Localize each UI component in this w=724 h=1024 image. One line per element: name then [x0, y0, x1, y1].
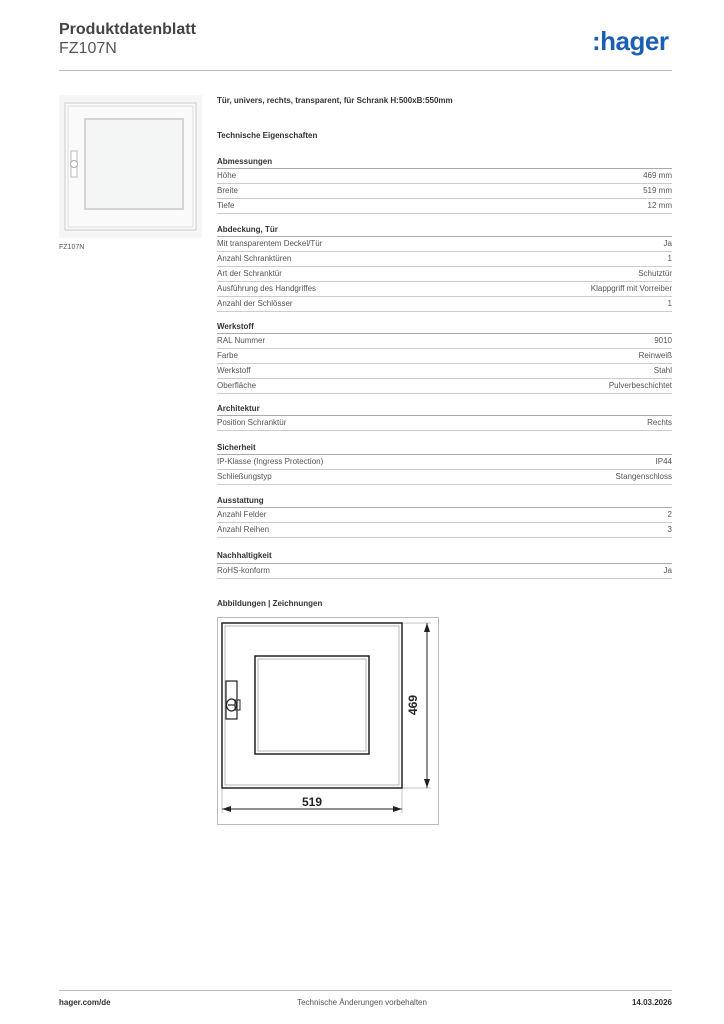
row-value: Ja: [663, 239, 672, 248]
section-title: Abmessungen: [217, 155, 672, 169]
row-label: Werkstoff: [217, 366, 251, 375]
row-value: 9010: [654, 336, 672, 345]
row-value: 519 mm: [643, 186, 672, 195]
section-title: Sicherheit: [217, 441, 672, 455]
row-value: IP44: [655, 457, 672, 466]
row-label: Schließungstyp: [217, 472, 272, 481]
table-row: [217, 349, 672, 364]
row-label: RAL Nummer: [217, 336, 266, 345]
row-value: 12 mm: [647, 201, 672, 210]
row-value: Schutztür: [638, 269, 672, 278]
table-row: [217, 455, 672, 470]
row-label: IP-Klasse (Ingress Protection): [217, 457, 324, 466]
table-row: [217, 334, 672, 349]
brand-logo: :hager: [592, 26, 669, 56]
product-image: [59, 95, 202, 238]
section-nachhaltigkeit: [217, 548, 672, 579]
section-title: Ausstattung: [217, 494, 672, 508]
section-sicherheit: [217, 441, 672, 485]
figures-title: Abbildungen | Zeichnungen: [217, 599, 323, 608]
row-value: 2: [667, 510, 672, 519]
table-row: [217, 282, 672, 297]
row-label: Höhe: [217, 171, 237, 180]
section-abdeckung: [217, 223, 672, 312]
row-label: Anzahl Schranktüren: [217, 254, 292, 263]
row-value: 3: [667, 525, 672, 534]
row-label: Position Schranktür: [217, 418, 287, 427]
row-value: Stahl: [653, 366, 672, 375]
row-label: RoHS-konform: [217, 566, 270, 575]
article-number: FZ107N: [59, 40, 117, 57]
table-row: [217, 379, 672, 394]
row-value: 1: [667, 254, 672, 263]
footer-divider: [59, 990, 672, 991]
row-label: Farbe: [217, 351, 238, 360]
row-label: Mit transparentem Deckel/Tür: [217, 239, 323, 248]
row-value: Ja: [663, 566, 672, 575]
height-dimension-label: 469: [406, 694, 420, 716]
table-row: [217, 184, 672, 199]
image-caption: FZ107N: [59, 244, 85, 251]
width-dimension-label: 519: [301, 795, 323, 809]
table-row: [217, 199, 672, 214]
row-label: Anzahl Felder: [217, 510, 267, 519]
footer-website: hager.com/de: [59, 998, 111, 1007]
table-row: [217, 169, 672, 184]
section-abmessungen: [217, 155, 672, 214]
row-label: Ausführung des Handgriffes: [217, 284, 317, 293]
section-ausstattung: [217, 494, 672, 538]
table-row: [217, 508, 672, 523]
table-row: [217, 470, 672, 485]
table-row: [217, 297, 672, 312]
row-value: Reinweiß: [638, 351, 672, 360]
table-row: [217, 523, 672, 538]
table-row: [217, 252, 672, 267]
document-title: Produktdatenblatt: [59, 21, 196, 38]
row-label: Breite: [217, 186, 238, 195]
tech-properties-title: Technische Eigenschaften: [217, 131, 318, 140]
product-heading: Tür, univers, rechts, transparent, für Schrank H:500xB:550mm: [217, 96, 453, 105]
section-title: Nachhaltigkeit: [217, 551, 272, 560]
row-value: 1: [667, 299, 672, 308]
row-value: Pulverbeschichtet: [608, 381, 672, 390]
footer-date: 14.03.2026: [631, 998, 672, 1007]
section-architektur: [217, 402, 672, 431]
row-value: 469 mm: [643, 171, 672, 180]
section-werkstoff: [217, 320, 672, 394]
footer-disclaimer: Technische Änderungen vorbehalten: [297, 998, 427, 1007]
row-value: Stangenschloss: [615, 472, 672, 481]
table-row: [217, 416, 672, 431]
table-row: [217, 563, 672, 579]
technical-drawing: [217, 617, 439, 825]
section-title: Abdeckung, Tür: [217, 223, 672, 237]
row-value: Klappgriff mit Vorreiber: [590, 284, 672, 293]
row-label: Oberfläche: [217, 381, 257, 390]
row-label: Anzahl Reihen: [217, 525, 270, 534]
table-row: [217, 364, 672, 379]
section-title: Werkstoff: [217, 320, 672, 334]
row-value: Rechts: [647, 418, 672, 427]
row-label: Art der Schranktür: [217, 269, 282, 278]
section-title: Architektur: [217, 402, 672, 416]
header-divider: [59, 70, 672, 71]
row-label: Tiefe: [217, 201, 235, 210]
table-row: [217, 267, 672, 282]
table-row: [217, 237, 672, 252]
row-label: Anzahl der Schlösser: [217, 299, 293, 308]
